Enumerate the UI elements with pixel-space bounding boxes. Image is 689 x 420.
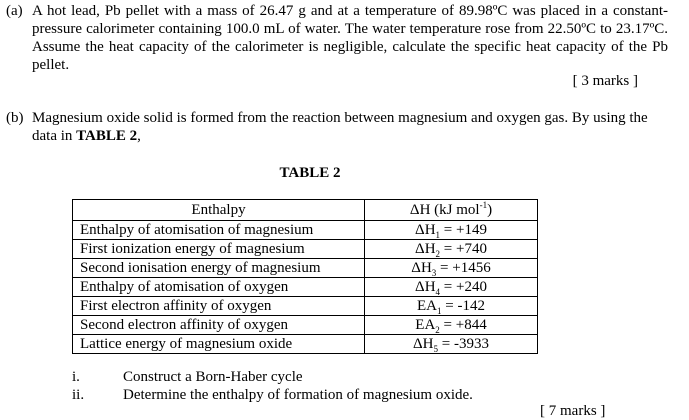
enthalpy-name: First ionization energy of magnesium <box>73 240 365 259</box>
question-a-label: (a) <box>6 3 23 19</box>
table-row <box>73 259 538 278</box>
table-header-row <box>73 200 538 221</box>
value-symbol: ΔH <box>411 259 432 276</box>
table-row <box>73 278 538 297</box>
question-a-marks: [ 3 marks ] <box>572 73 638 89</box>
header-delta-h-close: ) <box>487 201 493 218</box>
enthalpy-value <box>365 297 538 316</box>
subquestion-ii-label: ii. <box>72 387 85 403</box>
header-delta-h <box>365 200 538 221</box>
value-number: = +844 <box>439 316 487 333</box>
question-b-text <box>32 109 668 145</box>
enthalpy-value <box>365 335 538 354</box>
table-row <box>73 297 538 316</box>
value-subscript: 1 <box>435 229 441 240</box>
enthalpy-value <box>365 240 538 259</box>
header-delta-h-text: ΔH (kJ mol <box>409 201 480 218</box>
subquestion-ii-text: Determine the enthalpy of formation of magnesium oxide. <box>123 387 473 403</box>
value-subscript: 2 <box>435 324 440 335</box>
value-number: = -142 <box>441 297 485 314</box>
enthalpy-name: Enthalpy of atomisation of oxygen <box>73 278 365 297</box>
value-symbol: ΔH <box>415 240 436 257</box>
value-number: = +740 <box>440 240 487 257</box>
enthalpy-value <box>365 221 538 240</box>
enthalpy-name: Second electron affinity of oxygen <box>73 316 365 335</box>
question-b-body: Magnesium oxide solid is formed from the reaction between magnesium and oxygen gas. By using the data in <box>32 110 648 144</box>
enthalpy-name: Lattice energy of magnesium oxide <box>73 335 365 354</box>
value-symbol: ΔH <box>415 221 436 238</box>
header-delta-h-sup: -1 <box>479 199 488 210</box>
table-row <box>73 335 538 354</box>
enthalpy-name: First electron affinity of oxygen <box>73 297 365 316</box>
question-a-text: A hot lead, Pb pellet with a mass of 26.47 g and at a temperature of 89.98ºC was placed in a constant-pressure calorimeter containing 100.0 mL of water. The water temperature rose from 22.50ºC to 23.17ºC. Assume the heat capacity of the calorimeter is negligible, calculate the specific heat capacity of the Pb pellet. <box>32 3 668 73</box>
value-symbol: EA <box>417 297 438 314</box>
table-title: TABLE 2 <box>279 165 341 181</box>
value-number: = -3933 <box>438 335 489 352</box>
value-subscript: 4 <box>435 286 441 297</box>
enthalpy-value <box>365 259 538 278</box>
value-symbol: EA <box>415 316 436 333</box>
value-subscript: 3 <box>431 267 437 278</box>
value-symbol: ΔH <box>415 278 436 295</box>
table-row <box>73 316 538 335</box>
value-subscript: 2 <box>435 248 441 259</box>
table-row <box>73 240 538 259</box>
enthalpy-name: Second ionisation energy of magnesium <box>73 259 365 278</box>
value-symbol: ΔH <box>413 335 434 352</box>
subquestion-i-label: i. <box>72 369 80 385</box>
subquestion-i-text: Construct a Born-Haber cycle <box>123 369 303 385</box>
table-row <box>73 221 538 240</box>
table-reference: TABLE 2 <box>76 128 138 144</box>
question-b-end: , <box>137 128 141 144</box>
value-subscript: 5 <box>433 343 438 354</box>
value-number: = +149 <box>440 221 487 238</box>
enthalpy-data-table <box>72 199 538 354</box>
question-b-label: (b) <box>6 110 24 126</box>
header-enthalpy: Enthalpy <box>73 200 365 221</box>
value-subscript: 1 <box>437 305 442 316</box>
enthalpy-name: Enthalpy of atomisation of magnesium <box>73 221 365 240</box>
value-number: = +1456 <box>436 259 491 276</box>
value-number: = +240 <box>440 278 487 295</box>
enthalpy-value <box>365 316 538 335</box>
question-b-marks: [ 7 marks ] <box>540 403 606 419</box>
enthalpy-value <box>365 278 538 297</box>
